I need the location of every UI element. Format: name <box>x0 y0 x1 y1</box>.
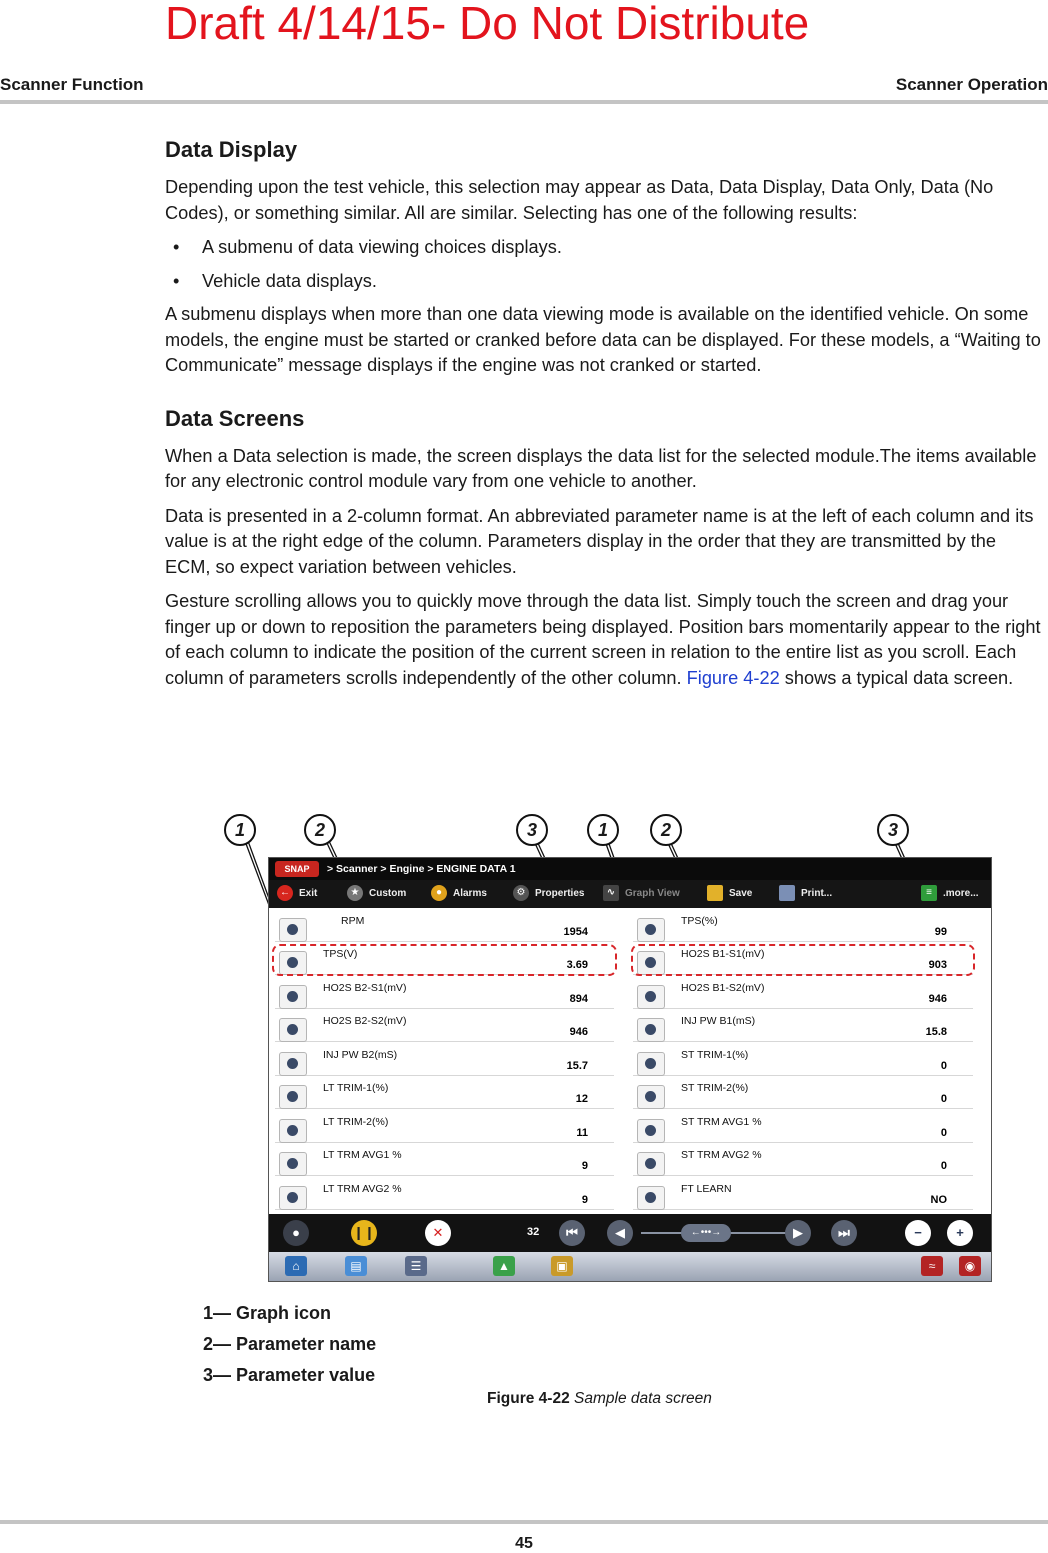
snap-on-logo: SNAP <box>275 861 319 877</box>
legend-item: 1— Graph icon <box>203 1303 332 1323</box>
parameter-name: ST TRM AVG1 % <box>681 1116 762 1128</box>
parameter-row[interactable] <box>275 1080 614 1109</box>
home-icon[interactable]: ⌂ <box>285 1256 307 1276</box>
paragraph: When a Data selection is made, the screen displays the data list for the selected module.The items available for any electronic control module vary from one vehicle to another. <box>165 445 1037 491</box>
step-back-icon[interactable]: ◀ <box>607 1220 633 1246</box>
legend-item: 2— Parameter name <box>203 1334 377 1354</box>
bell-icon: ● <box>431 885 447 901</box>
figure-link[interactable]: Figure 4-22 <box>686 667 780 688</box>
gear-icon: ⚙ <box>513 885 529 901</box>
parameter-row[interactable] <box>275 1013 614 1042</box>
parameter-name: ST TRIM-1(%) <box>681 1049 749 1061</box>
callout-2-parameter-name: 2 <box>650 814 682 846</box>
print-label: Print... <box>801 888 833 899</box>
graph-view-button[interactable] <box>603 880 680 908</box>
playback-controls <box>269 1214 991 1252</box>
callout-3-parameter-value: 3 <box>877 814 909 846</box>
zoom-out-icon[interactable]: − <box>905 1220 931 1246</box>
parameter-value: 9 <box>581 1160 588 1172</box>
graph-toggle-icon[interactable] <box>279 1052 307 1076</box>
parameter-row[interactable] <box>275 1181 614 1210</box>
guided-component-icon[interactable]: ▲ <box>493 1256 515 1276</box>
header-rule <box>0 100 1048 104</box>
parameter-row[interactable] <box>275 1147 614 1176</box>
bullet-list <box>165 235 1045 294</box>
parameter-name: TPS(%) <box>681 915 718 927</box>
parameter-value: 946 <box>928 993 947 1005</box>
scanner-icon[interactable]: ▤ <box>345 1256 367 1276</box>
parameter-row[interactable] <box>633 913 973 942</box>
parameter-value: 15.7 <box>566 1060 588 1072</box>
parameter-row[interactable] <box>633 1047 973 1076</box>
legend-item: 3— Parameter value <box>203 1365 376 1385</box>
graph-toggle-icon[interactable] <box>637 1052 665 1076</box>
parameter-value: 0 <box>940 1127 947 1139</box>
parameter-value: 3.69 <box>566 959 588 971</box>
data-viewer-icon[interactable]: ▣ <box>551 1256 573 1276</box>
more-button[interactable] <box>921 880 979 908</box>
frame-counter: 32 <box>527 1226 540 1238</box>
frame-slider-handle[interactable]: ←•••→ <box>681 1224 731 1242</box>
parameter-value: 15.8 <box>925 1026 947 1038</box>
graph-toggle-icon[interactable] <box>637 1119 665 1143</box>
zoom-in-icon[interactable]: + <box>947 1220 973 1246</box>
parameter-name: RPM <box>341 915 365 927</box>
section-title-data-screens: Data Screens <box>165 405 305 431</box>
parameter-value: 894 <box>569 993 588 1005</box>
parameter-name: ST TRM AVG2 % <box>681 1149 762 1161</box>
parameter-name: HO2S B2-S2(mV) <box>323 1015 407 1027</box>
paragraph-text: Gesture scrolling allows you to quickly move through the data list. Simply touch the screen and drag your finger up or down to reposition the parameters being displayed. Position bars momentarily appear to the right of each column to indicate the position of the current screen in relation to the entire list as you scroll. Each column of parameters scrolls independently of the other column. <box>165 591 1041 688</box>
alarms-button[interactable] <box>431 880 487 908</box>
skip-back-icon[interactable]: ⏮ <box>559 1220 585 1246</box>
parameter-row[interactable] <box>633 1080 973 1109</box>
toolbar <box>269 880 991 908</box>
star-icon: ★ <box>347 885 363 901</box>
parameter-name: TPS(V) <box>323 948 358 960</box>
parameter-value: 9 <box>581 1194 588 1206</box>
paragraph: Depending upon the test vehicle, this selection may appear as Data, Data Display, Data Only, Data (No Codes), or something similar. All are similar. Selecting has one of the following results: <box>165 177 994 223</box>
page-number: 45 <box>515 1535 533 1552</box>
parameter-value: 0 <box>940 1160 947 1172</box>
graph-toggle-icon[interactable] <box>279 1152 307 1176</box>
taskbar <box>269 1252 991 1281</box>
parameter-row[interactable] <box>275 913 614 942</box>
parameter-value: 12 <box>575 1093 588 1105</box>
graph-toggle-icon[interactable] <box>637 1152 665 1176</box>
graph-toggle-icon[interactable] <box>279 1018 307 1042</box>
skip-forward-icon[interactable]: ⏭ <box>831 1220 857 1246</box>
graph-toggle-icon[interactable] <box>279 985 307 1009</box>
parameter-name: LT TRM AVG1 % <box>323 1149 402 1161</box>
camera-icon[interactable]: ◉ <box>959 1256 981 1276</box>
draft-watermark: Draft 4/14/15- Do Not Distribute <box>165 0 810 49</box>
record-icon[interactable]: ● <box>283 1220 309 1246</box>
parameter-name: HO2S B1-S1(mV) <box>681 948 765 960</box>
bullet-item: • Vehicle data displays. <box>165 269 1045 295</box>
parameter-value: 99 <box>934 926 947 938</box>
breadcrumb[interactable]: > Scanner > Engine > ENGINE DATA 1 <box>327 863 516 875</box>
parameter-value: 0 <box>940 1093 947 1105</box>
custom-button[interactable] <box>347 880 406 908</box>
figure-legend <box>203 1298 376 1391</box>
callout-2-parameter-name: 2 <box>304 814 336 846</box>
parameter-name: FT LEARN <box>681 1183 732 1195</box>
parameter-row[interactable] <box>633 1181 973 1210</box>
graph-icon: ∿ <box>603 885 619 901</box>
caption-text: Sample data screen <box>574 1390 712 1407</box>
properties-label: Properties <box>535 888 585 899</box>
graph-toggle-icon[interactable] <box>637 985 665 1009</box>
callout-1-graph-icon: 1 <box>587 814 619 846</box>
paragraph <box>165 589 1045 691</box>
parameter-name: LT TRIM-1(%) <box>323 1082 389 1094</box>
save-button[interactable] <box>707 880 752 908</box>
parameter-name: LT TRM AVG2 % <box>323 1183 402 1195</box>
step-forward-icon[interactable]: ▶ <box>785 1220 811 1246</box>
parameter-name: INJ PW B1(mS) <box>681 1015 756 1027</box>
bullet-item: • A submenu of data viewing choices displays. <box>165 235 1045 261</box>
running-header-right: Scanner Operation <box>895 75 1048 94</box>
alarms-label: Alarms <box>453 888 487 899</box>
save-label: Save <box>729 888 753 899</box>
parameter-value: 0 <box>940 1060 947 1072</box>
parameter-value: 1954 <box>563 926 588 938</box>
printer-icon <box>779 885 795 901</box>
tools-icon[interactable]: ☰ <box>405 1256 427 1276</box>
parameter-value: 946 <box>569 1026 588 1038</box>
custom-label: Custom <box>369 888 407 899</box>
pause-button[interactable]: ❙❙ <box>351 1220 377 1246</box>
graph-toggle-icon[interactable] <box>279 1119 307 1143</box>
paragraph-text: shows a typical data screen. <box>784 667 1014 688</box>
body-content <box>165 136 1045 700</box>
graph-toggle-icon[interactable] <box>637 1085 665 1109</box>
more-label: .more... <box>943 888 979 899</box>
graph-toggle-icon[interactable] <box>637 1018 665 1042</box>
parameter-row[interactable] <box>275 1047 614 1076</box>
exit-icon: ← <box>277 885 293 901</box>
figure-caption <box>487 1390 712 1408</box>
footer-rule <box>0 1520 1048 1524</box>
graph-toggle-icon[interactable] <box>279 1085 307 1109</box>
scanner-data-screen <box>268 857 992 1282</box>
paragraph: Data is presented in a 2-column format. An abbreviated parameter name is at the left of each column and its value is at the right edge of the column. Parameters display in the order that they are transmitted by the ECM, so expect variation between vehicles. <box>165 505 1034 577</box>
parameter-row[interactable] <box>633 980 973 1009</box>
graph-toggle-icon[interactable] <box>279 918 307 942</box>
paragraph: A submenu displays when more than one data viewing mode is available on the identified vehicle. On some models, the engine must be started or cranked before data can be displayed. For these models, a “Waiting to Communicate” message displays if the engine was not cranked or started. <box>165 304 1041 375</box>
exit-button[interactable] <box>277 880 317 908</box>
parameter-value: NO <box>930 1194 947 1206</box>
highlight-box <box>631 944 975 976</box>
wireless-icon[interactable]: ≈ <box>921 1256 943 1276</box>
callout-3-parameter-value: 3 <box>516 814 548 846</box>
print-button[interactable] <box>779 880 832 908</box>
highlight-box <box>272 944 617 976</box>
caption-label: Figure 4-22 <box>487 1390 570 1407</box>
graph-toggle-icon[interactable] <box>637 1186 665 1210</box>
parameter-row[interactable] <box>633 1114 973 1143</box>
parameter-row[interactable] <box>633 1147 973 1176</box>
exit-label: Exit <box>299 888 318 899</box>
parameter-name: LT TRIM-2(%) <box>323 1116 389 1128</box>
parameter-row[interactable] <box>275 1114 614 1143</box>
parameter-name: ST TRIM-2(%) <box>681 1082 749 1094</box>
graph-view-label: Graph View <box>625 888 680 899</box>
parameter-name: INJ PW B2(mS) <box>323 1049 398 1061</box>
callout-1-graph-icon: 1 <box>224 814 256 846</box>
properties-button[interactable] <box>513 880 584 908</box>
graph-toggle-icon[interactable] <box>279 1186 307 1210</box>
menu-icon: ≡ <box>921 885 937 901</box>
parameter-value: 11 <box>576 1127 588 1139</box>
running-header-left: Scanner Function <box>0 75 144 94</box>
section-title-data-display: Data Display <box>165 137 298 162</box>
parameter-value: 903 <box>928 959 947 971</box>
folder-icon <box>707 885 723 901</box>
parameter-row[interactable] <box>275 980 614 1009</box>
parameter-name: HO2S B1-S2(mV) <box>681 982 765 994</box>
breadcrumb-bar <box>269 858 991 880</box>
stop-button[interactable]: ✕ <box>425 1220 451 1246</box>
graph-toggle-icon[interactable] <box>637 918 665 942</box>
parameter-row[interactable] <box>633 1013 973 1042</box>
parameter-name: HO2S B2-S1(mV) <box>323 982 407 994</box>
